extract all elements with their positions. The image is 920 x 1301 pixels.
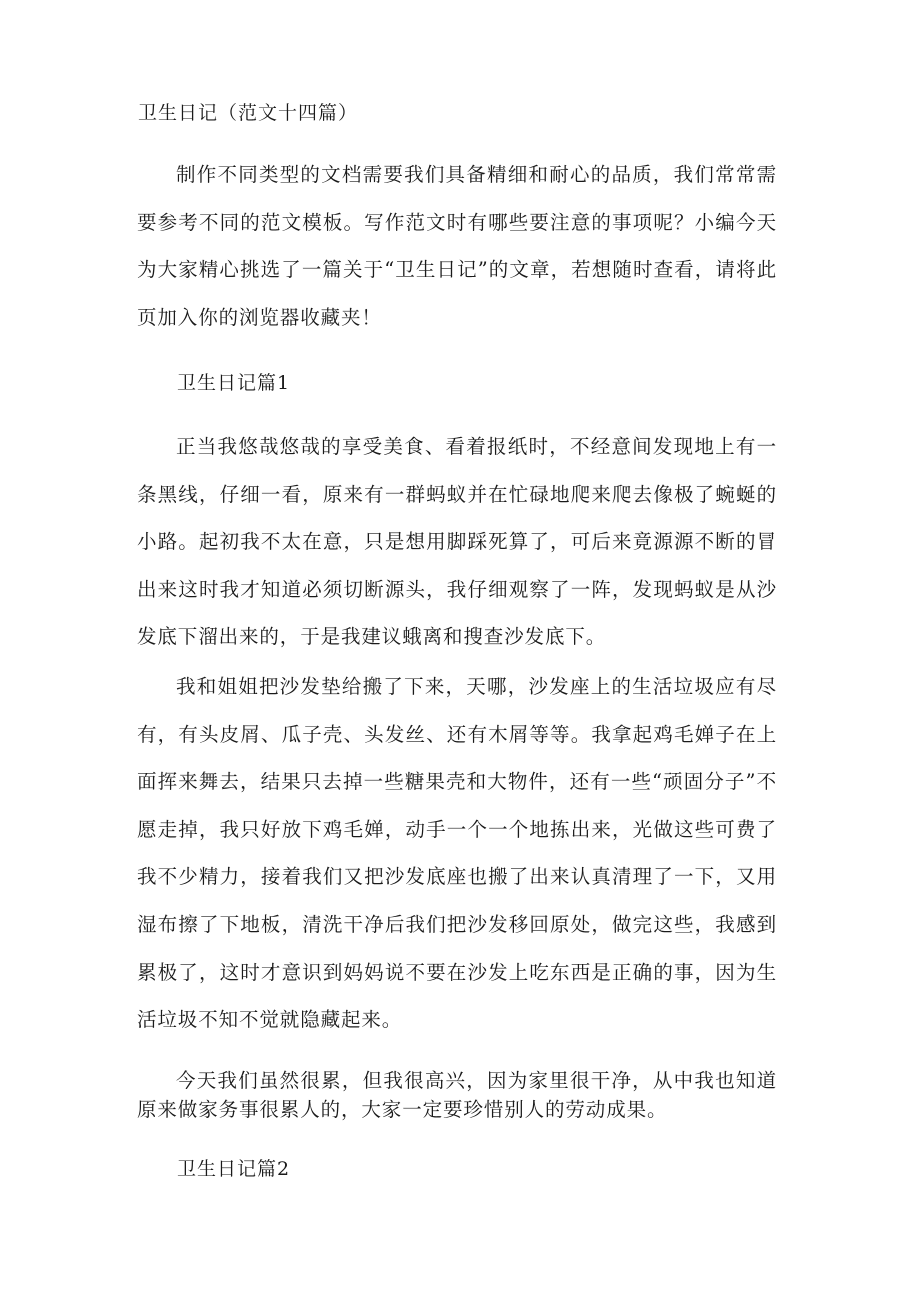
document-title: 卫生日记（范文十四篇） (138, 102, 359, 124)
section-heading-2: 卫生日记篇2 (177, 1158, 291, 1180)
section-1-paragraph-3: 今天我们虽然很累，但我很高兴，因为家里很干净，从中我也知道原来做家务事很累人的，大家一定要珍惜别人的劳动成果。 (137, 1069, 777, 1121)
section-heading-1: 卫生日记篇1 (177, 372, 291, 394)
intro-paragraph: 制作不同类型的文档需要我们具备精细和耐心的品质，我们常常需要参考不同的范文模板。写作范文时有哪些要注意的事项呢？小编今天为大家精心挑选了一篇关于“卫生日记”的文章，若想随时查看，请将此页加入你的浏览器收藏夹！ (137, 163, 777, 329)
section-1-paragraph-1: 正当我悠哉悠哉的享受美食、看着报纸时，不经意间发现地上有一条黑线，仔细一看，原来有一群蚂蚁并在忙碌地爬来爬去像极了蜿蜒的小路。起初我不太在意，只是想用脚踩死算了，可后来竟源源不断的冒出来这时我才知道必须切断源头，我仔细观察了一阵，发现蚂蚁是从沙发底下溜出来的，于是我建议蛾离和搜查沙发底下。 (137, 435, 777, 649)
section-1-paragraph-2: 我和姐姐把沙发垫给搬了下来，天哪，沙发座上的生活垃圾应有尽有，有头皮屑、瓜子壳、头发丝、还有木屑等等。我拿起鸡毛婵子在上面挥来舞去，结果只去掉一些糖果壳和大物件，还有一些“顽固分子”不愿走掉，我只好放下鸡毛婵，动手一个一个地拣出来，光做这些可费了我不少精力，接着我们又把沙发底座也搬了出来认真清理了一下，又用湿布擦了下地板，清洗干净后我们把沙发移回原处，做完这些，我感到累极了，这时才意识到妈妈说不要在沙发上吃东西是正确的事，因为生活垃圾不知不觉就隐藏起来。 (137, 675, 777, 1032)
